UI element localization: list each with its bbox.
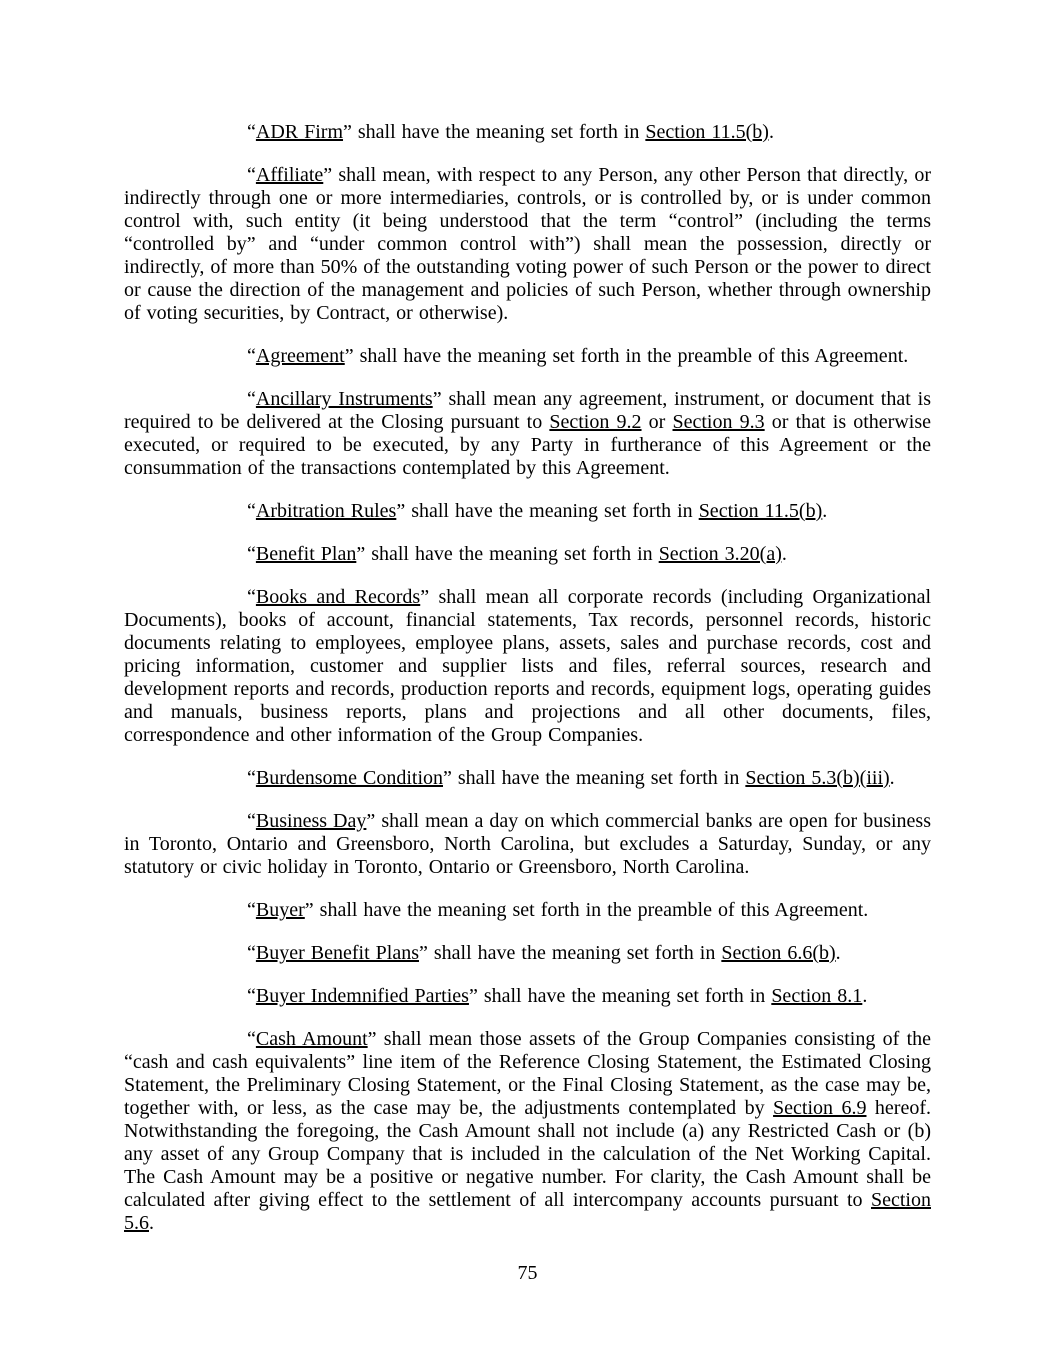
definition-paragraph — [124, 985, 931, 1008]
body-text: . — [781, 543, 787, 565]
section-reference: Section 9.2 — [549, 411, 642, 433]
definition-paragraph — [124, 164, 931, 325]
section-reference: Section 11.5(b) — [698, 500, 823, 522]
definition-paragraph — [124, 388, 931, 480]
section-reference: Section 3.20(a) — [658, 543, 782, 565]
body-text: ” shall have the meaning set forth in the preamble of this Agreement. — [344, 345, 909, 367]
body-text: . — [862, 985, 868, 1007]
body-text: “ — [247, 810, 256, 832]
body-text: “ — [247, 164, 256, 186]
definition-paragraph — [124, 767, 931, 790]
body-text: ” shall mean any agreement, instrument, or document that is required to be delivered at the Closing pursuant to — [124, 388, 931, 433]
body-text: “ — [247, 942, 256, 964]
body-text: ” shall have the meaning set forth in — [356, 543, 659, 565]
body-text: ” shall mean those assets of the Group Companies consisting of the “cash and cash equivalents” line item of the Reference Closing Statement, the Estimated Closing Statement, the Preliminary Closing Statement, or the Final Closing Statement, as the case may be, together with, or less, as the case may be, the adjustments contemplated by — [124, 1028, 932, 1119]
body-text: or that is otherwise executed, or required to be executed, by any Party in furtherance of this Agreement or the consummation of the transactions contemplated by this Agreement. — [124, 411, 932, 479]
body-text: ” shall have the meaning set forth in — [468, 985, 772, 1007]
defined-term: Affiliate — [255, 164, 324, 186]
definition-paragraph — [124, 345, 931, 368]
section-reference: Section 5.6 — [124, 1189, 931, 1234]
body-text: ” shall mean a day on which commercial banks are open for business in Toronto, Ontario and Greensboro, North Carolina, but excludes a Saturday, Sunday, or any statutory or civic holiday in Toronto, Ontario or Greensboro, North Carolina. — [124, 810, 931, 878]
body-text: “ — [247, 388, 256, 410]
body-text: ” shall have the meaning set forth in the preamble of this Agreement. — [304, 899, 869, 921]
body-text: ” shall mean all corporate records (including Organizational Documents), books of account, financial statements, Tax records, personnel records, historic documents relating to employees, employee plans, assets, sales and purchase records, cost and pricing information, customer and supplier lists and files, referral sources, research and development reports and records, production reports and records, equipment logs, operating guides and manuals, business reports, plans and projections and all other documents, files, correspondence and other information of the Group Companies. — [124, 586, 932, 746]
body-text: . — [889, 767, 895, 789]
defined-term: Business Day — [255, 810, 367, 832]
page-number: 75 — [517, 1262, 538, 1284]
definition-paragraph — [124, 121, 931, 144]
body-text: “ — [247, 1028, 256, 1050]
definition-paragraph — [124, 586, 931, 747]
body-text: hereof. Notwithstanding the foregoing, the Cash Amount shall not include (a) any Restricted Cash or (b) any asset of any Group Company that is included in the calculation of the Net Working Capital. The Cash Amount may be a positive or negative number. For clarity, the Cash Amount shall be calculated after giving effect to the settlement of all intercompany accounts pursuant to — [124, 1097, 932, 1211]
defined-term: Books and Records — [255, 586, 421, 608]
body-text: ” shall mean, with respect to any Person, any other Person that directly, or indirectly through one or more intermediaries, controls, or is controlled by, or is under common control with, such entity (it being understood that the term “control” (including the terms “controlled by” and “under common control with”) shall mean the possession, directly or indirectly, of more than 50% of the outstanding voting power of such Person or the power to direct or cause the direction of the management and policies of such Person, whether through ownership of voting securities, by Contract, or otherwise). — [124, 164, 931, 324]
body-text: “ — [247, 121, 256, 143]
definition-paragraph — [124, 1028, 931, 1235]
defined-term: Buyer Indemnified Parties — [255, 985, 469, 1007]
body-text: “ — [247, 500, 256, 522]
body-text: . — [149, 1212, 154, 1234]
defined-term: Agreement — [255, 345, 345, 367]
body-text: “ — [247, 543, 256, 565]
section-reference: Section 9.3 — [672, 411, 765, 433]
body-text: “ — [247, 899, 256, 921]
definition-paragraph — [124, 810, 931, 879]
section-reference: Section 5.3(b)(iii) — [745, 767, 890, 789]
body-text: “ — [247, 345, 256, 367]
body-text: “ — [247, 985, 256, 1007]
document-body — [124, 121, 931, 1255]
defined-term: Burdensome Condition — [255, 767, 443, 789]
body-text: ” shall have the meaning set forth in — [443, 767, 746, 789]
definition-paragraph — [124, 899, 931, 922]
defined-term: Benefit Plan — [255, 543, 357, 565]
body-text: . — [822, 500, 828, 522]
body-text: . — [768, 121, 774, 143]
body-text: “ — [247, 586, 256, 608]
section-reference: Section 6.9 — [773, 1097, 867, 1119]
section-reference: Section 6.6(b) — [721, 942, 836, 964]
defined-term: Cash Amount — [255, 1028, 368, 1050]
section-reference: Section 11.5(b) — [645, 121, 769, 143]
body-text: or — [641, 411, 673, 433]
definition-paragraph — [124, 543, 931, 566]
defined-term: Buyer Benefit Plans — [255, 942, 419, 964]
defined-term: Ancillary Instruments — [255, 388, 433, 410]
defined-term: Arbitration Rules — [255, 500, 397, 522]
body-text: ” shall have the meaning set forth in — [343, 121, 646, 143]
defined-term: Buyer — [255, 899, 305, 921]
definition-paragraph — [124, 500, 931, 523]
body-text: “ — [247, 767, 256, 789]
section-reference: Section 8.1 — [771, 985, 863, 1007]
body-text: . — [835, 942, 841, 964]
body-text: ” shall have the meaning set forth in — [396, 500, 699, 522]
definition-paragraph — [124, 942, 931, 965]
defined-term: ADR Firm — [255, 121, 344, 143]
body-text: ” shall have the meaning set forth in — [418, 942, 722, 964]
